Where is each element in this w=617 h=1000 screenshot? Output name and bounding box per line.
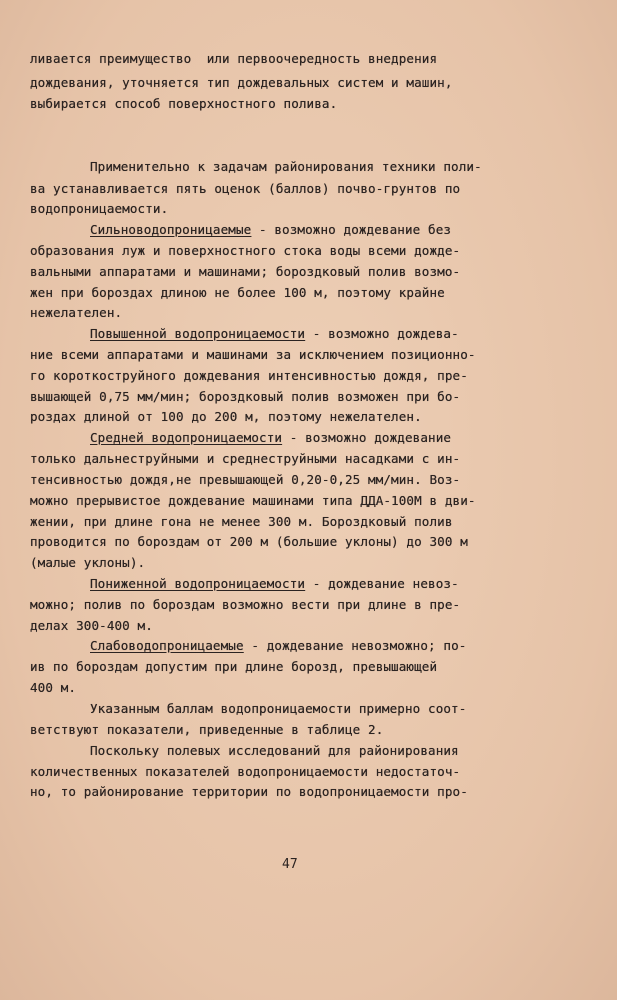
text-line: Средней водопроницаемости - возможно дождевание: [90, 430, 452, 445]
text-line: ливается преимущество или первоочередность внедрения: [30, 51, 438, 66]
text-line: жении, при длине гона не менее 300 м. Бороздковый полив: [30, 514, 453, 529]
text-line: 400 м.: [30, 680, 77, 695]
term-underlined: Сильноводопроницаемые: [90, 222, 252, 237]
term-underlined: Пониженной водопроницаемости: [90, 576, 306, 591]
text-line: Указанным баллам водопроницаемости примерно соот-: [90, 701, 467, 716]
text-line: дождевания, уточняется тип дождевальных систем и машин,: [30, 75, 453, 90]
text-line: Применительно к задачам районирования техники поли-: [90, 159, 482, 174]
text-line: вышающей 0,75 мм/мин; бороздковый полив возможен при бо-: [30, 389, 461, 404]
text-line: водопроницаемости.: [30, 201, 169, 216]
term-underlined: Повышенной водопроницаемости: [90, 326, 306, 341]
text-line: Слабоводопроницаемые - дождевание невозможно; по-: [90, 638, 467, 653]
text-line: роздах длиной от 100 до 200 м, поэтому нежелателен.: [30, 409, 422, 424]
text-line: только дальнеструйными и среднеструйными насадками с ин-: [30, 451, 461, 466]
text-line: го короткоструйного дождевания интенсивностью дождя, пре-: [30, 368, 468, 383]
text-line: образования луж и поверхностного стока воды всеми дожде-: [30, 243, 461, 258]
text-line: выбирается способ поверхностного полива.: [30, 96, 338, 111]
text-line: Пониженной водопроницаемости - дождевание невоз-: [90, 576, 459, 591]
text-line: ветствуют показатели, приведенные в таблице 2.: [30, 722, 384, 737]
text-line: Сильноводопроницаемые - возможно дождевание без: [90, 222, 452, 237]
text-line: нежелателен.: [30, 305, 123, 320]
text-line: ва устанавливается пять оценок (баллов) почво-грунтов по: [30, 181, 461, 196]
text-line: жен при бороздах длиною не более 100 м, поэтому крайне: [30, 285, 445, 300]
term-underlined: Слабоводопроницаемые: [90, 638, 244, 653]
text-line: ив по бороздам допустим при длине борозд, превышающей: [30, 659, 438, 674]
page-number: 47: [282, 857, 298, 872]
text-line: Поскольку полевых исследований для районирования: [90, 743, 459, 758]
text-line: можно прерывистое дождевание машинами типа ДДА-100М в дви-: [30, 493, 476, 508]
text-line: делах 300-400 м.: [30, 618, 153, 633]
text-line: Повышенной водопроницаемости - возможно дождева-: [90, 326, 459, 341]
text-line: тенсивностью дождя,не превышающей 0,20-0,25 мм/мин. Воз-: [30, 472, 461, 487]
text-line: (малые уклоны).: [30, 555, 146, 570]
text-line: вальными аппаратами и машинами; бороздковый полив возмо-: [30, 264, 461, 279]
text-line: можно; полив по бороздам возможно вести при длине в пре-: [30, 597, 461, 612]
text-line: ние всеми аппаратами и машинами за исключением позиционно-: [30, 347, 476, 362]
text-line: количественных показателей водопроницаемости недостаточ-: [30, 764, 461, 779]
text-line: проводится по бороздам от 200 м (большие уклоны) до 300 м: [30, 534, 468, 549]
text-line: но, то районирование территории по водопроницаемости про-: [30, 784, 468, 799]
term-underlined: Средней водопроницаемости: [90, 430, 283, 445]
